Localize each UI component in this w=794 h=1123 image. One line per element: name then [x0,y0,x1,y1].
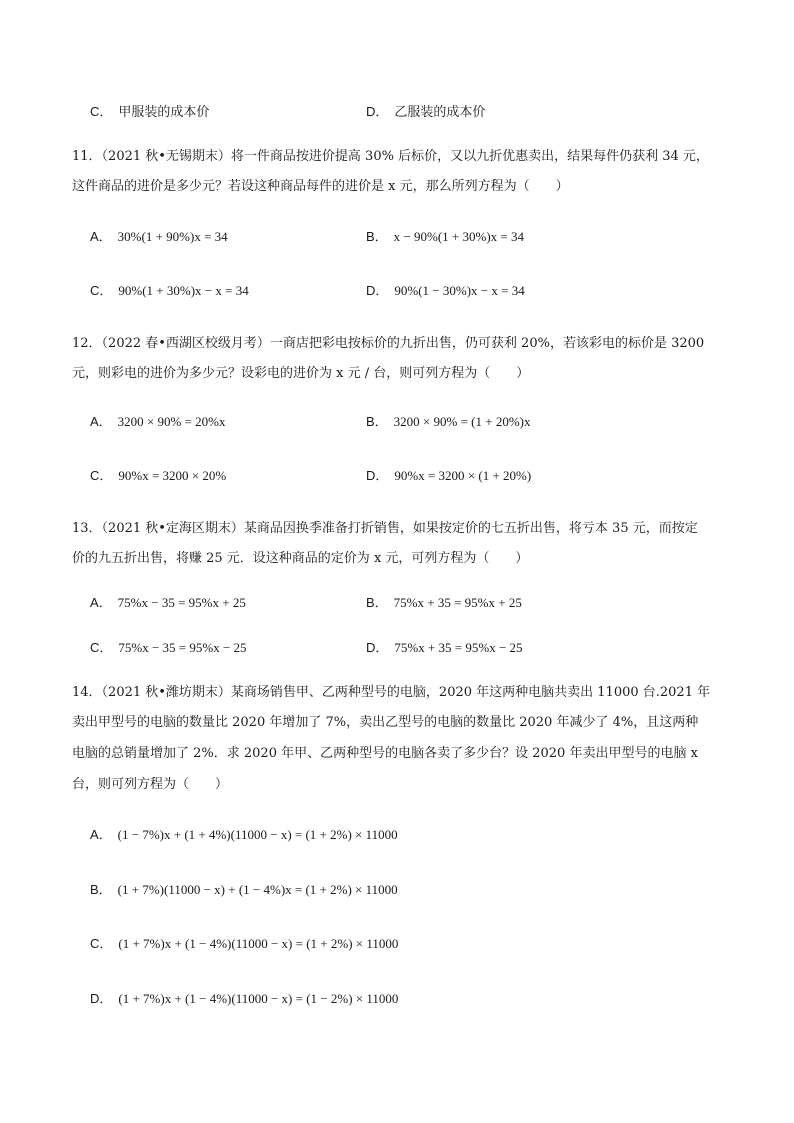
q14-option-d [90,990,398,1009]
option-text: 90%x = 3200 × 20% [118,468,227,483]
option-label: D． [366,283,389,298]
q11-option-b [366,228,524,247]
option-label: C． [90,468,113,483]
q14-option-b [90,881,398,900]
q12-option-a [90,413,226,432]
option-label: C． [90,936,113,951]
option-label: B． [90,882,112,897]
q11-option-a [90,228,228,247]
q11-option-c [90,282,249,301]
option-text: 90%x = 3200 × (1 + 20%) [394,468,532,483]
q11-stem-line-2: 这件商品的进价是多少元？若设这种商品每件的进价是 x 元，那么所列方程为（ ） [72,179,569,194]
option-label: D． [90,991,113,1006]
option-label: A． [90,229,112,244]
option-text: 75%x − 35 = 95%x + 25 [117,595,246,610]
q12-option-c [90,467,226,486]
q14-stem-line-3: 电脑的总销量增加了 2%．求 2020 年甲、乙两种型号的电脑各卖了多少台？设 2020 年卖出甲型号的电脑 x [72,746,698,761]
q12-stem-line-1: 12．（2022 春•西湖区校级月考）一商店把彩电按标价的九折出售，仍可获利 20%，若该彩电的标价是 3200 [72,336,705,351]
option-label: C． [90,104,113,119]
option-label: D． [366,640,389,655]
option-label: B． [366,414,388,429]
q10-option-c [90,103,209,122]
option-text: x − 90%(1 + 30%)x = 34 [393,229,524,244]
option-label: B． [366,595,388,610]
q11-option-d [366,282,525,301]
option-label: B． [366,229,388,244]
option-text: 乙服装的成本价 [394,105,486,120]
option-label: A． [90,414,112,429]
option-text: 75%x + 35 = 95%x − 25 [394,640,523,655]
option-label: A． [90,827,112,842]
option-text: 90%(1 + 30%)x − x = 34 [118,283,249,298]
option-text: (1 + 7%)x + (1 − 4%)(11000 − x) = (1 + 2%) × 11000 [118,936,399,951]
q14-stem-line-1: 14．（2021 秋•潍坊期末）某商场销售甲、乙两种型号的电脑，2020 年这两种电脑共卖出 11000 台.2021 年 [72,685,711,700]
q13-option-b [366,594,522,613]
option-label: C． [90,640,113,655]
q14-option-c [90,935,398,954]
q11-stem-line-1: 11．（2021 秋•无锡期末）将一件商品按进价提高 30% 后标价，又以九折优惠卖出，结果每件仍获利 34 元， [72,149,709,164]
q12-option-d [366,467,531,486]
option-text: 75%x + 35 = 95%x + 25 [393,595,522,610]
option-label: A． [90,595,112,610]
q13-option-d [366,639,523,658]
option-text: 甲服装的成本价 [118,105,210,120]
q13-stem-line-2: 价的九五折出售，将赚 25 元．设这种商品的定价为 x 元，可列方程为（ ） [72,551,529,566]
option-text: 90%(1 − 30%)x − x = 34 [394,283,525,298]
option-text: (1 + 7%)x + (1 − 4%)(11000 − x) = (1 − 2%) × 11000 [118,991,399,1006]
q12-stem-line-2: 元，则彩电的进价为多少元？设彩电的进价为 x 元 / 台，则可列方程为（ ） [72,366,530,381]
q13-stem-line-1: 13．（2021 秋•定海区期末）某商品因换季准备打折销售，如果按定价的七五折出售，将亏本 35 元，而按定 [72,521,698,536]
option-label: D． [366,104,389,119]
q14-stem-line-4: 台，则可列方程为（ ） [72,777,229,792]
option-text: (1 + 7%)(11000 − x) + (1 − 4%)x = (1 + 2%) × 11000 [117,882,398,897]
option-text: 3200 × 90% = 20%x [117,414,226,429]
option-text: (1 − 7%)x + (1 + 4%)(11000 − x) = (1 + 2%) × 11000 [117,827,398,842]
q14-option-a [90,826,398,845]
q10-option-d [366,103,485,122]
q13-option-c [90,639,247,658]
q12-option-b [366,413,530,432]
option-text: 3200 × 90% = (1 + 20%)x [393,414,531,429]
option-label: D． [366,468,389,483]
option-text: 30%(1 + 90%)x = 34 [117,229,228,244]
option-text: 75%x − 35 = 95%x − 25 [118,640,247,655]
q13-option-a [90,594,246,613]
q14-stem-line-2: 卖出甲型号的电脑的数量比 2020 年增加了 7%，卖出乙型号的电脑的数量比 2020 年减少了 4%，且这两种 [72,715,699,730]
option-label: C． [90,283,113,298]
